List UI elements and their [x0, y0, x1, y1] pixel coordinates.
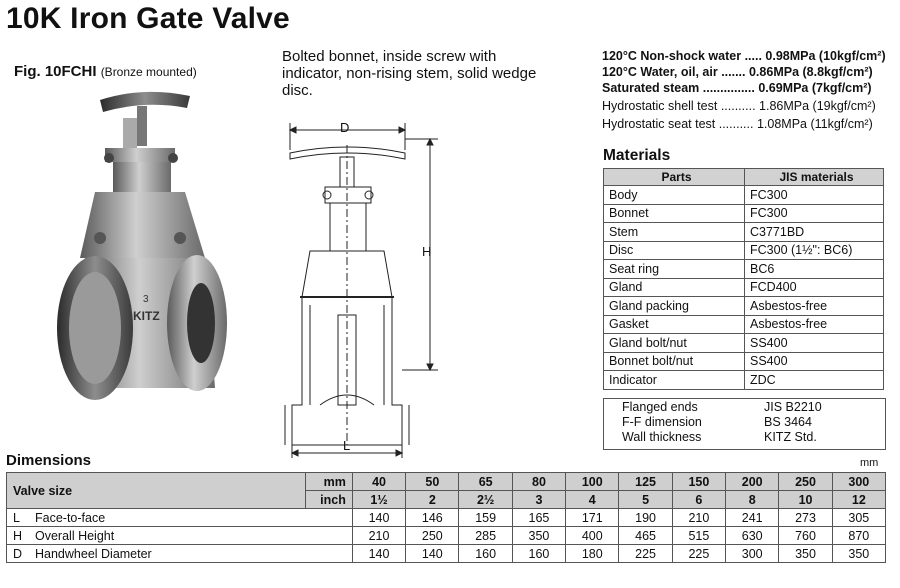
dimension-name: Handwheel Diameter [31, 545, 352, 563]
dimensions-heading: Dimensions [6, 452, 92, 469]
rating-label: Saturated steam [602, 81, 700, 95]
size-inch: 1½ [352, 491, 405, 509]
description: Bolted bonnet, inside screw with indicator, non-rising stem, solid wedge disc. [282, 48, 537, 99]
unit-inch: inch [305, 491, 352, 509]
valve-photo [55, 88, 230, 433]
dimension-value: 210 [352, 527, 405, 545]
size-mm: 40 [352, 473, 405, 491]
standards-box [603, 398, 886, 450]
dimension-value: 285 [459, 527, 512, 545]
size-inch: 5 [619, 491, 672, 509]
rating-row [602, 48, 892, 64]
dimension-value: 171 [566, 509, 619, 527]
size-mm: 125 [619, 473, 672, 491]
size-mm: 200 [726, 473, 779, 491]
materials-row [604, 315, 884, 334]
rating-value: 0.98MPa (10kgf/cm²) [765, 49, 886, 63]
material-part: Gland packing [604, 297, 745, 316]
materials-table [603, 168, 884, 390]
material-part: Indicator [604, 371, 745, 390]
rating-value: 1.08MPa (11kgf/cm²) [756, 117, 873, 131]
dimension-value: 225 [619, 545, 672, 563]
rating-dots: ............... [702, 81, 755, 95]
materials-row [604, 260, 884, 279]
size-inch: 6 [672, 491, 725, 509]
dimension-value: 465 [619, 527, 672, 545]
material-part: Gland bolt/nut [604, 334, 745, 353]
material-part: Gasket [604, 315, 745, 334]
dimension-value: 250 [406, 527, 459, 545]
size-inch: 2½ [459, 491, 512, 509]
dimension-value: 305 [832, 509, 885, 527]
dimension-value: 870 [832, 527, 885, 545]
size-mm: 300 [832, 473, 885, 491]
dimension-name: Overall Height [31, 527, 352, 545]
size-mm: 65 [459, 473, 512, 491]
dimension-name: Face-to-face [31, 509, 352, 527]
size-inch: 4 [566, 491, 619, 509]
dimension-value: 140 [406, 545, 459, 563]
rating-value: 1.86MPa (19kgf/cm²) [759, 99, 876, 113]
size-mm: 250 [779, 473, 832, 491]
size-inch: 12 [832, 491, 885, 509]
size-inch: 10 [779, 491, 832, 509]
dimensions-table [6, 472, 886, 563]
dimension-value: 140 [352, 509, 405, 527]
page-title: 10K Iron Gate Valve [6, 2, 290, 35]
materials-row [604, 352, 884, 371]
rating-dots: .......... [718, 117, 754, 131]
material-jis: Asbestos-free [745, 297, 884, 316]
standard-value: JIS B2210 [764, 400, 822, 414]
material-jis: BC6 [745, 260, 884, 279]
materials-row [604, 371, 884, 390]
rating-dots: ..... [744, 49, 762, 63]
rating-value: 0.69MPa (7kgf/cm²) [758, 81, 872, 95]
dimension-value: 515 [672, 527, 725, 545]
dimension-key: D [7, 545, 32, 563]
unit-mm: mm [305, 473, 352, 491]
svg-text:3: 3 [143, 294, 149, 305]
rating-label: Hydrostatic seat test [602, 117, 716, 131]
figure-note: (Bronze mounted) [100, 65, 197, 79]
size-mm: 100 [566, 473, 619, 491]
rating-label: 120°C Non-shock water [602, 49, 742, 63]
materials-header-parts: Parts [604, 169, 745, 186]
size-inch: 2 [406, 491, 459, 509]
rating-row [602, 116, 892, 132]
material-jis: FC300 [745, 204, 884, 223]
materials-row [604, 223, 884, 242]
dimension-value: 165 [512, 509, 565, 527]
standard-label: F-F dimension [622, 415, 702, 429]
standard-value: BS 3464 [764, 415, 812, 429]
dimension-value: 273 [779, 509, 832, 527]
dimension-value: 140 [352, 545, 405, 563]
dimension-value: 190 [619, 509, 672, 527]
material-jis: FC300 [745, 186, 884, 205]
standard-value: KITZ Std. [764, 430, 817, 444]
rating-dots: ....... [721, 65, 746, 79]
standard-label: Flanged ends [622, 400, 698, 414]
material-jis: ZDC [745, 371, 884, 390]
material-jis: Asbestos-free [745, 315, 884, 334]
material-part: Disc [604, 241, 745, 260]
figure-label: Fig. 10FCHI [14, 63, 97, 80]
standard-label: Wall thickness [622, 430, 702, 444]
dimension-value: 160 [512, 545, 565, 563]
materials-row [604, 204, 884, 223]
standard-row [622, 400, 882, 414]
rating-row [602, 98, 892, 114]
dimension-value: 225 [672, 545, 725, 563]
materials-row [604, 241, 884, 260]
dimension-value: 630 [726, 527, 779, 545]
dimension-value: 350 [779, 545, 832, 563]
dimension-value: 210 [672, 509, 725, 527]
rating-label: 120°C Water, oil, air [602, 65, 718, 79]
materials-row [604, 334, 884, 353]
svg-text:KITZ: KITZ [133, 309, 160, 323]
valve-drawing [280, 115, 450, 460]
material-part: Stem [604, 223, 745, 242]
dimension-row [7, 545, 886, 563]
dimension-value: 160 [459, 545, 512, 563]
material-jis: FC300 (1½": BC6) [745, 241, 884, 260]
rating-value: 0.86MPa (8.8kgf/cm²) [748, 65, 873, 79]
material-jis: FCD400 [745, 278, 884, 297]
dimension-key: L [7, 509, 32, 527]
dimension-value: 350 [512, 527, 565, 545]
rating-row [602, 64, 892, 80]
standard-row [622, 415, 882, 429]
material-part: Bonnet bolt/nut [604, 352, 745, 371]
dimension-value: 159 [459, 509, 512, 527]
figure-caption [14, 63, 197, 80]
materials-row [604, 297, 884, 316]
material-part: Body [604, 186, 745, 205]
size-mm-row [7, 473, 886, 491]
drawing-label-d: D [340, 120, 350, 135]
dimension-value: 146 [406, 509, 459, 527]
material-jis: SS400 [745, 334, 884, 353]
valve-size-label: Valve size [7, 473, 306, 509]
size-inch: 8 [726, 491, 779, 509]
size-mm: 50 [406, 473, 459, 491]
materials-header-jis: JIS materials [745, 169, 884, 186]
materials-row [604, 278, 884, 297]
material-jis: C3771BD [745, 223, 884, 242]
dimension-value: 300 [726, 545, 779, 563]
material-part: Bonnet [604, 204, 745, 223]
dimension-value: 180 [566, 545, 619, 563]
dimension-value: 400 [566, 527, 619, 545]
drawing-label-l: L [343, 438, 351, 453]
standard-row [622, 430, 882, 444]
dimension-row [7, 527, 886, 545]
dimension-value: 241 [726, 509, 779, 527]
dimension-key: H [7, 527, 32, 545]
rating-row [602, 80, 892, 96]
materials-row [604, 186, 884, 205]
size-mm: 150 [672, 473, 725, 491]
material-jis: SS400 [745, 352, 884, 371]
dimension-row [7, 509, 886, 527]
rating-dots: .......... [720, 99, 756, 113]
size-inch: 3 [512, 491, 565, 509]
dimension-value: 760 [779, 527, 832, 545]
drawing-label-h: H [422, 244, 432, 259]
dimensions-unit: mm [860, 457, 879, 469]
materials-heading: Materials [603, 147, 671, 164]
size-mm: 80 [512, 473, 565, 491]
rating-label: Hydrostatic shell test [602, 99, 718, 113]
material-part: Gland [604, 278, 745, 297]
material-part: Seat ring [604, 260, 745, 279]
dimension-value: 350 [832, 545, 885, 563]
